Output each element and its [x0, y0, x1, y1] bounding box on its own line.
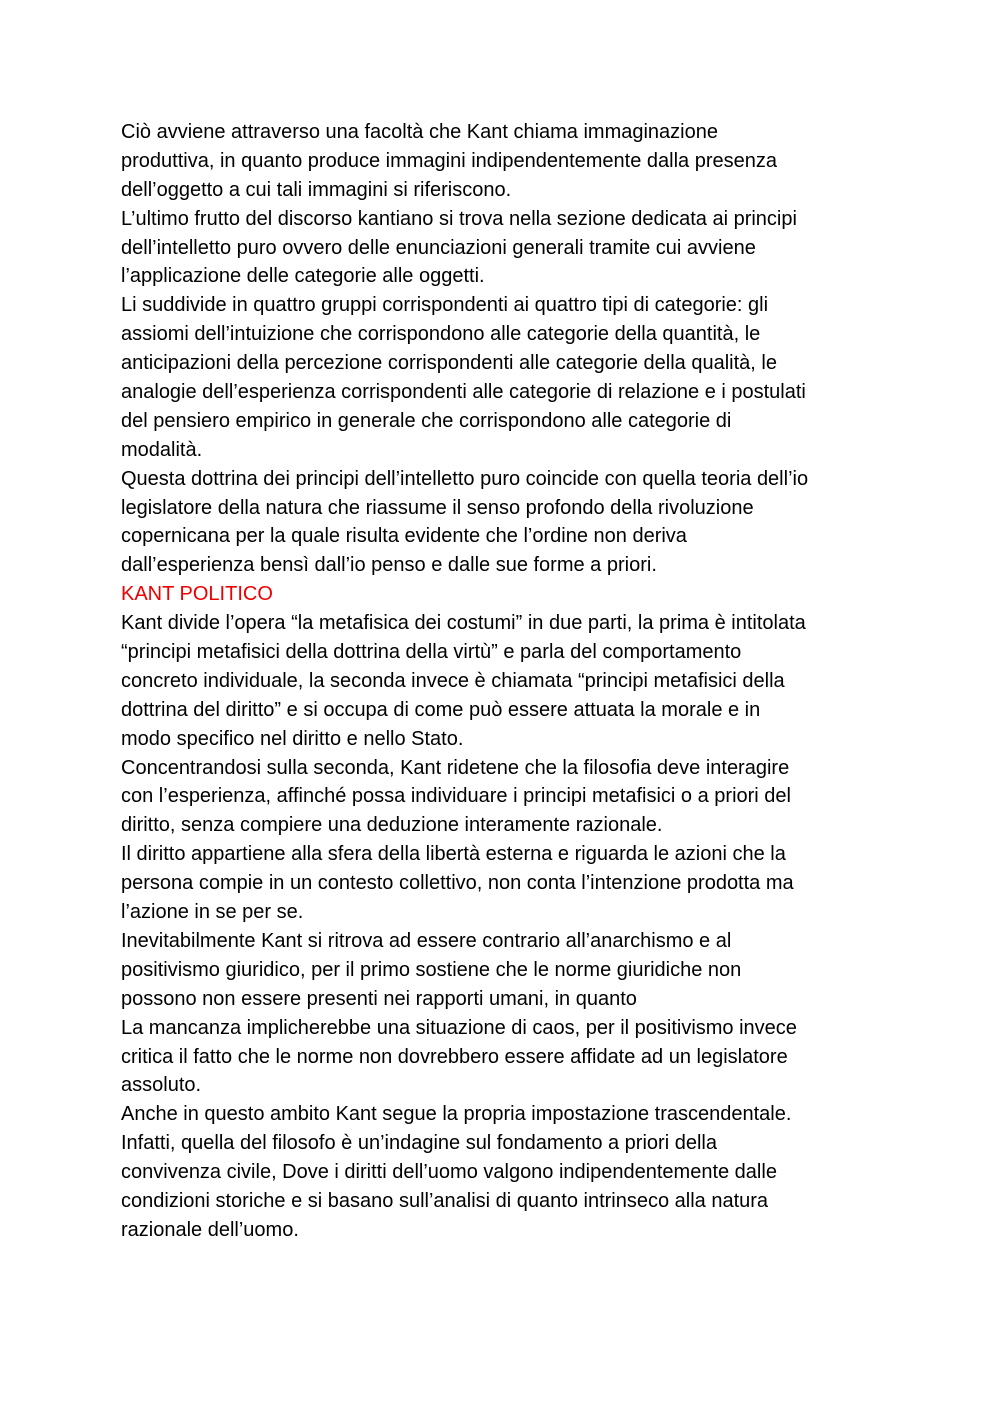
text-line: anticipazioni della percezione corrispondenti alle categorie della qualità, le [121, 352, 777, 375]
text-line: convivenza civile, Dove i diritti dell’uomo valgono indipendentemente dalle [121, 1161, 777, 1184]
text-line: legislatore della natura che riassume il senso profondo della rivoluzione [121, 496, 754, 519]
text-line: Kant divide l’opera “la metafisica dei costumi” in due parti, la prima è intitolata [121, 612, 806, 635]
text-line: possono non essere presenti nei rapporti umani, in quanto [121, 987, 637, 1010]
text-line: dell’oggetto a cui tali immagini si riferiscono. [121, 178, 512, 201]
text-line: produttiva, in quanto produce immagini indipendentemente dalla presenza [121, 149, 777, 172]
text-line: Anche in questo ambito Kant segue la propria impostazione trascendentale. [121, 1103, 792, 1126]
text-line: l’azione in se per se. [121, 901, 304, 924]
text-line: Concentrandosi sulla seconda, Kant ridetene che la filosofia deve interagire [121, 756, 790, 779]
text-line: critica il fatto che le norme non dovrebbero essere affidate ad un legislatore [121, 1045, 788, 1068]
text-line: positivismo giuridico, per il primo sostiene che le norme giuridiche non [121, 958, 742, 981]
text-line: concreto individuale, la seconda invece è chiamata “principi metafisici della [121, 669, 785, 692]
text-line: L’ultimo frutto del discorso kantiano si trova nella sezione dedicata ai principi [121, 207, 797, 230]
document-body [121, 118, 881, 1245]
text-line: diritto, senza compiere una deduzione interamente razionale. [121, 814, 663, 837]
text-line: “principi metafisici della dottrina della virtù” e parla del comportamento [121, 641, 742, 664]
text-line: copernicana per la quale risulta evidente che l’ordine non deriva [121, 525, 687, 548]
text-line: Inevitabilmente Kant si ritrova ad essere contrario all’anarchismo e al [121, 929, 732, 952]
text-line: modo specifico nel diritto e nello Stato. [121, 727, 464, 750]
text-line: dall’esperienza bensì dall’io penso e dalle sue forme a priori. [121, 554, 657, 577]
text-line: condizioni storiche e si basano sull’analisi di quanto intrinseco alla natura [121, 1189, 769, 1212]
text-line: Li suddivide in quattro gruppi corrispondenti ai quattro tipi di categorie: gli [121, 294, 769, 317]
text-line: l’applicazione delle categorie alle oggetti. [121, 265, 485, 288]
text-line: Ciò avviene attraverso una facoltà che Kant chiama immaginazione [121, 121, 718, 143]
text-line: dottrina del diritto” e si occupa di come può essere attuata la morale e in [121, 698, 761, 721]
text-line: con l’esperienza, affinché possa individuare i principi metafisici o a priori del [121, 785, 791, 808]
text-line: Il diritto appartiene alla sfera della libertà esterna e riguarda le azioni che la [121, 843, 786, 866]
text-line: assoluto. [121, 1074, 202, 1097]
text-line: analogie dell’esperienza corrispondenti alle categorie di relazione e i postulati [121, 381, 806, 404]
section-heading: KANT POLITICO [121, 583, 273, 606]
text-line: assiomi dell’intuizione che corrispondono alle categorie della quantità, le [121, 323, 761, 346]
text-line: dell’intelletto puro ovvero delle enunciazioni generali tramite cui avviene [121, 236, 756, 259]
text-line: del pensiero empirico in generale che corrispondono alle categorie di [121, 409, 732, 432]
text-line: razionale dell’uomo. [121, 1218, 299, 1241]
text-line: Questa dottrina dei principi dell’intelletto puro coincide con quella teoria dell’io [121, 467, 809, 490]
text-line: modalità. [121, 438, 203, 461]
text-line: persona compie in un contesto collettivo, non conta l’intenzione prodotta ma [121, 872, 794, 895]
text-line: Infatti, quella del filosofo è un’indagine sul fondamento a priori della [121, 1132, 717, 1155]
text-line: La mancanza implicherebbe una situazione di caos, per il positivismo invece [121, 1016, 797, 1039]
